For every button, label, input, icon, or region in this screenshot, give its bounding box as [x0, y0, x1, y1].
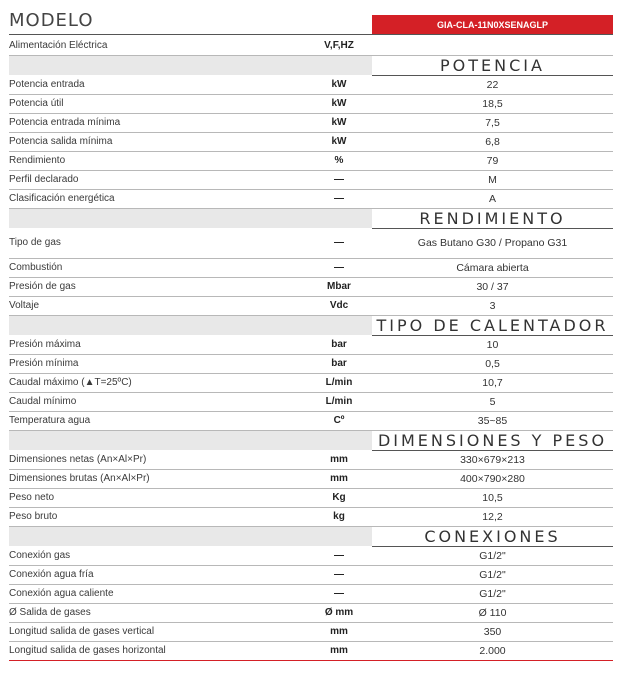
spec-label: Presión de gas	[9, 277, 306, 296]
spec-row	[9, 354, 613, 373]
spec-value: 350	[372, 622, 613, 641]
spec-unit: mm	[306, 622, 372, 641]
spec-unit: kg	[306, 507, 372, 526]
spec-row	[9, 296, 613, 315]
spec-row	[9, 75, 613, 94]
section-header-band	[9, 55, 372, 75]
section-header-conexiones	[9, 526, 613, 546]
spec-unit: kW	[306, 94, 372, 113]
section-header-band	[9, 430, 372, 450]
spec-label: Dimensiones brutas (An×Al×Pr)	[9, 469, 306, 488]
spec-value: 400×790×280	[372, 469, 613, 488]
spec-label: Conexión agua fría	[9, 565, 306, 584]
spec-label: Potencia entrada	[9, 75, 306, 94]
spec-label: Peso neto	[9, 488, 306, 507]
spec-unit: —	[306, 258, 372, 277]
section-title: DIMENSIONES Y PESO	[372, 430, 613, 450]
spec-label: Conexión agua caliente	[9, 584, 306, 603]
section-header-tipo-de-calentador	[9, 315, 613, 335]
spec-value: Cámara abierta	[372, 258, 613, 277]
spec-value: 79	[372, 151, 613, 170]
spec-row	[9, 113, 613, 132]
spec-label: Presión mínima	[9, 354, 306, 373]
spec-unit: —	[306, 189, 372, 208]
spec-row	[9, 151, 613, 170]
spec-value: 30 / 37	[372, 277, 613, 296]
spec-row	[9, 641, 613, 660]
spec-unit: Cº	[306, 411, 372, 430]
spec-unit: kW	[306, 113, 372, 132]
spec-value: 3	[372, 296, 613, 315]
spec-row	[9, 603, 613, 622]
spec-value: 5	[372, 392, 613, 411]
spec-value: G1/2"	[372, 565, 613, 584]
spec-row	[9, 189, 613, 208]
spec-row	[9, 228, 613, 258]
spec-row	[9, 584, 613, 603]
model-header	[9, 9, 613, 35]
spec-unit: kW	[306, 132, 372, 151]
spec-row	[9, 507, 613, 526]
spec-unit: —	[306, 170, 372, 189]
spec-row	[9, 469, 613, 488]
spec-row	[9, 450, 613, 469]
spec-unit: Mbar	[306, 277, 372, 296]
spec-unit: —	[306, 546, 372, 565]
section-header-band	[9, 315, 372, 335]
section-header-rendimiento	[9, 208, 613, 228]
spec-row-power-supply	[9, 36, 613, 55]
spec-row	[9, 565, 613, 584]
header-divider	[9, 34, 613, 35]
spec-unit: —	[306, 584, 372, 603]
spec-label: Potencia entrada mínima	[9, 113, 306, 132]
spec-label: Alimentación Eléctrica	[9, 36, 306, 55]
spec-unit: %	[306, 151, 372, 170]
spec-value: 0,5	[372, 354, 613, 373]
spec-unit: mm	[306, 450, 372, 469]
spec-unit: Kg	[306, 488, 372, 507]
spec-unit: mm	[306, 641, 372, 660]
spec-unit: L/min	[306, 392, 372, 411]
spec-value: A	[372, 189, 613, 208]
spec-row	[9, 94, 613, 113]
spec-value: 35~85	[372, 411, 613, 430]
spec-row	[9, 622, 613, 641]
spec-value: Gas Butano G30 / Propano G31	[372, 228, 613, 258]
spec-label: Perfil declarado	[9, 170, 306, 189]
spec-unit: Vdc	[306, 296, 372, 315]
spec-label: Clasificación energética	[9, 189, 306, 208]
spec-row	[9, 170, 613, 189]
spec-value: 10,7	[372, 373, 613, 392]
spec-label: Caudal máximo (▲T=25ºC)	[9, 373, 306, 392]
spec-unit: Ø mm	[306, 603, 372, 622]
spec-unit: L/min	[306, 373, 372, 392]
spec-row	[9, 132, 613, 151]
spec-value	[372, 36, 613, 55]
spec-unit: bar	[306, 354, 372, 373]
spec-value: M	[372, 170, 613, 189]
spec-value: 330×679×213	[372, 450, 613, 469]
spec-unit: bar	[306, 335, 372, 354]
spec-value: 12,2	[372, 507, 613, 526]
spec-label: Longitud salida de gases horizontal	[9, 641, 306, 660]
section-title: RENDIMIENTO	[372, 208, 613, 228]
spec-unit: —	[306, 565, 372, 584]
section-header-dimensiones-y-peso	[9, 430, 613, 450]
spec-label: Potencia salida mínima	[9, 132, 306, 151]
spec-row	[9, 335, 613, 354]
section-title: TIPO DE CALENTADOR	[372, 315, 613, 335]
spec-value: 6,8	[372, 132, 613, 151]
spec-label: Combustión	[9, 258, 306, 277]
spec-value: 18,5	[372, 94, 613, 113]
spec-unit: V,F,HZ	[306, 36, 372, 55]
spec-row	[9, 258, 613, 277]
spec-value: 10	[372, 335, 613, 354]
spec-unit: mm	[306, 469, 372, 488]
spec-value: 22	[372, 75, 613, 94]
model-code-badge: GIA-CLA-11N0XSENAGLP	[372, 15, 613, 35]
spec-label: Peso bruto	[9, 507, 306, 526]
section-header-band	[9, 526, 372, 546]
spec-label: Rendimiento	[9, 151, 306, 170]
spec-table	[9, 36, 613, 661]
spec-label: Tipo de gas	[9, 228, 306, 258]
spec-label: Presión máxima	[9, 335, 306, 354]
section-header-potencia	[9, 55, 613, 75]
spec-row	[9, 373, 613, 392]
spec-value: G1/2"	[372, 584, 613, 603]
model-title: MODELO	[9, 10, 94, 31]
spec-row	[9, 411, 613, 430]
spec-label: Caudal mínimo	[9, 392, 306, 411]
spec-value: 7,5	[372, 113, 613, 132]
spec-label: Conexión gas	[9, 546, 306, 565]
section-header-band	[9, 208, 372, 228]
spec-label: Temperatura agua	[9, 411, 306, 430]
spec-row	[9, 488, 613, 507]
spec-unit: kW	[306, 75, 372, 94]
spec-value: G1/2"	[372, 546, 613, 565]
spec-row	[9, 392, 613, 411]
spec-label: Voltaje	[9, 296, 306, 315]
spec-row	[9, 277, 613, 296]
section-title: CONEXIONES	[372, 526, 613, 546]
spec-label: Ø Salida de gases	[9, 603, 306, 622]
spec-label: Dimensiones netas (An×Al×Pr)	[9, 450, 306, 469]
spec-value: Ø 110	[372, 603, 613, 622]
spec-value: 2.000	[372, 641, 613, 660]
spec-table-body	[9, 36, 613, 660]
section-title: POTENCIA	[372, 55, 613, 75]
spec-label: Longitud salida de gases vertical	[9, 622, 306, 641]
spec-label: Potencia útil	[9, 94, 306, 113]
spec-row	[9, 546, 613, 565]
spec-value: 10,5	[372, 488, 613, 507]
spec-unit: —	[306, 228, 372, 258]
